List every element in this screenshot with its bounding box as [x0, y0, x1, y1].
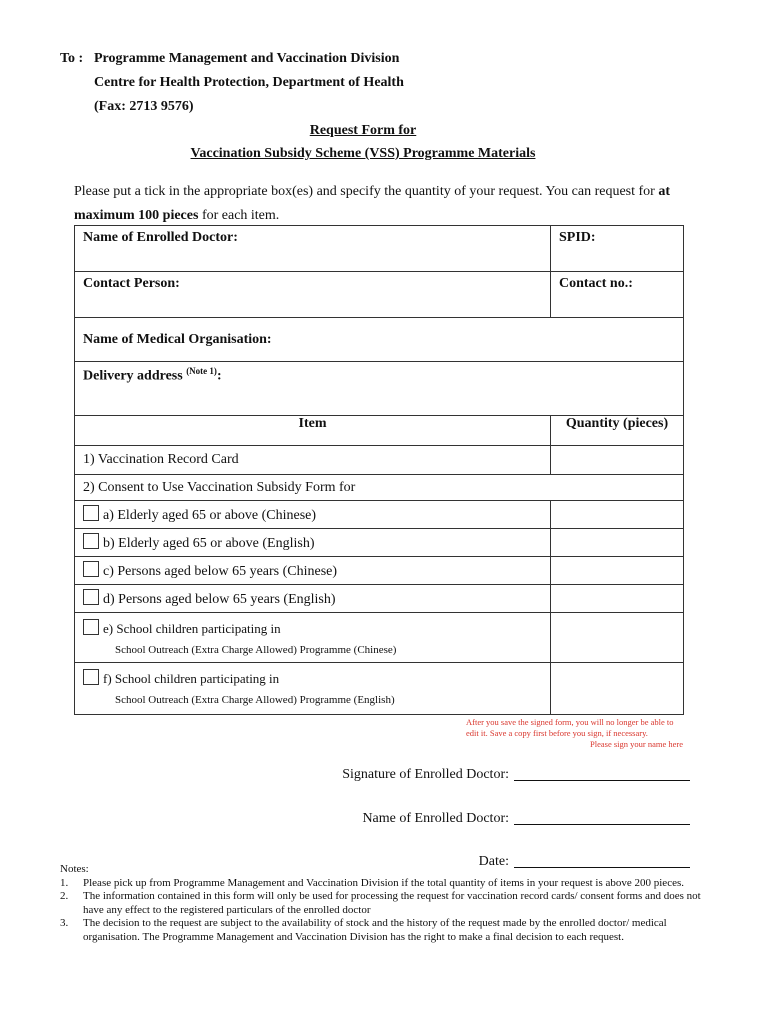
save-warning-line-1: After you save the signed form, you will no longer be able to	[466, 717, 674, 727]
item-below65-chinese: c) Persons aged below 65 years (Chinese)	[103, 564, 338, 579]
medical-organisation-field[interactable]: Name of Medical Organisation:	[75, 318, 684, 362]
notes-title: Notes:	[60, 863, 89, 875]
notes-section	[60, 863, 720, 944]
item-elderly-english: b) Elderly aged 65 or above (English)	[103, 536, 315, 551]
save-warning-line-2: edit it. Save a copy first before you sign, if necessary.	[466, 728, 648, 738]
date-label: Date:	[478, 854, 509, 869]
instructions: Please put a tick in the appropriate box(es) and specify the quantity of your request. You can request for at maximum 100 pieces for each item.	[74, 184, 671, 223]
checkbox-elderly-chinese[interactable]	[83, 505, 99, 521]
sign-here-hint: Please sign your name here	[590, 739, 683, 749]
form-title-line-1: Request Form for	[309, 123, 417, 138]
quantity-column-header: Quantity (pieces)	[551, 416, 684, 446]
note-2: 2. The information contained in this form will only be used for processing the request for vaccination record cards/ consent forms and does not have any effect to the registered particulars of the enrolled doctor	[60, 890, 701, 916]
qty-below65-english[interactable]	[551, 585, 684, 613]
item-consent-form-heading: 2) Consent to Use Vaccination Subsidy Form for	[75, 475, 684, 501]
recipient-block	[60, 47, 404, 119]
note-1: 1. Please pick up from Programme Management and Vaccination Division if the total quantity of items in your request is above 200 pieces.	[60, 876, 684, 889]
qty-vaccination-record-card[interactable]	[551, 446, 684, 475]
item-below65-english: d) Persons aged below 65 years (English)	[103, 592, 336, 607]
item-column-header: Item	[75, 416, 551, 446]
checkbox-elderly-english[interactable]	[83, 533, 99, 549]
checkbox-below65-chinese[interactable]	[83, 561, 99, 577]
recipient-line-2: Centre for Health Protection, Department of Health	[94, 75, 404, 90]
recipient-line-1: Programme Management and Vaccination Division	[94, 51, 400, 66]
qty-below65-chinese[interactable]	[551, 557, 684, 585]
to-label: To :	[60, 51, 84, 66]
doctor-name-row	[362, 810, 690, 827]
qty-school-english[interactable]	[551, 663, 684, 715]
signature-line[interactable]	[514, 766, 690, 781]
item-school-english-sub: School Outreach (Extra Charge Allowed) Programme (English)	[115, 694, 395, 706]
doctor-name-line[interactable]	[514, 810, 690, 825]
checkbox-school-english[interactable]	[83, 669, 99, 685]
contact-person-field[interactable]: Contact Person:	[75, 272, 551, 318]
signature-row	[342, 766, 690, 783]
contact-no-field[interactable]: Contact no.:	[551, 272, 684, 318]
item-school-english: f) School children participating in	[103, 671, 280, 686]
doctor-name-label: Name of Enrolled Doctor:	[362, 811, 509, 826]
request-form-table	[74, 225, 684, 715]
enrolled-doctor-field[interactable]: Name of Enrolled Doctor:	[75, 226, 551, 272]
checkbox-school-chinese[interactable]	[83, 619, 99, 635]
item-school-chinese-sub: School Outreach (Extra Charge Allowed) Programme (Chinese)	[115, 644, 397, 656]
instructions-bold: at maximum 100 pieces	[74, 184, 671, 223]
qty-school-chinese[interactable]	[551, 613, 684, 663]
qty-elderly-chinese[interactable]	[551, 501, 684, 529]
recipient-fax: (Fax: 2713 9576)	[94, 99, 194, 114]
delivery-address-field[interactable]: Delivery address $^{(Note 1)}$:	[75, 362, 684, 416]
item-elderly-chinese: a) Elderly aged 65 or above (Chinese)	[103, 508, 317, 523]
item-vaccination-record-card: 1) Vaccination Record Card	[75, 446, 551, 475]
spid-field[interactable]: SPID:	[551, 226, 684, 272]
checkbox-below65-english[interactable]	[83, 589, 99, 605]
form-title-line-2: Vaccination Subsidy Scheme (VSS) Programme Materials	[190, 146, 536, 161]
qty-elderly-english[interactable]	[551, 529, 684, 557]
note-3: 3. The decision to the request are subject to the availability of stock and the history of the request made by the enrolled doctor/ medical organisation. The Programme Management and Vaccination Division has the right to make a final decision to each request.	[60, 917, 667, 943]
signature-label: Signature of Enrolled Doctor:	[342, 767, 509, 782]
delivery-note-ref: (Note 1)	[186, 366, 217, 376]
item-school-chinese: e) School children participating in	[103, 621, 281, 636]
